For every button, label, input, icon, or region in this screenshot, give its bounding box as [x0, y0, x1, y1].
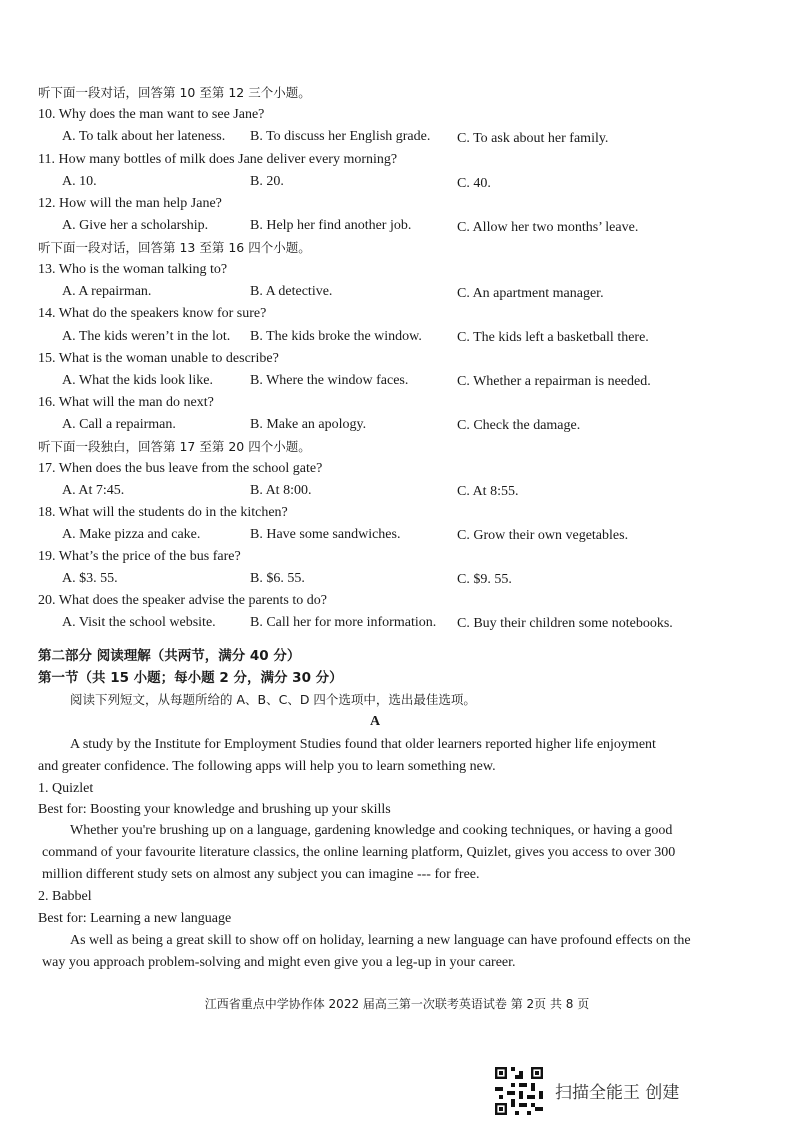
question-13: 13. Who is the woman talking to?: [38, 262, 228, 277]
app1-best-for: Best for: Boosting your knowledge and brushing up your skills: [38, 802, 391, 817]
question-15: 15. What is the woman unable to describe?: [38, 351, 279, 366]
part-title: 第二部分 阅读理解（共两节，满分 40 分）: [38, 648, 301, 664]
question-16: 16. What will the man do next?: [38, 395, 214, 410]
question-18: 18. What will the students do in the kitchen?: [38, 505, 288, 520]
app2-title: 2. Babbel: [38, 889, 92, 904]
qr-code-icon: [495, 1067, 543, 1115]
option-b: B. Help her find another job.: [250, 218, 412, 233]
intro-paragraph-line-2: and greater confidence. The following apps will help you to learn something new.: [38, 759, 496, 774]
option-a: A. At 7:45.: [62, 483, 125, 498]
option-a: A. Make pizza and cake.: [62, 527, 201, 542]
intro-paragraph-line-1: A study by the Institute for Employment Studies found that older learners reported higher life enjoyment: [70, 737, 656, 752]
option-c: C. An apartment manager.: [457, 286, 604, 301]
option-c: C. Check the damage.: [457, 418, 581, 433]
question-12: 12. How will the man help Jane?: [38, 196, 222, 211]
question-17: 17. When does the bus leave from the school gate?: [38, 461, 323, 476]
app1-body: [42, 820, 712, 886]
option-a: A. 10.: [62, 174, 97, 189]
option-a: A. $3. 55.: [62, 571, 118, 586]
option-c: C. At 8:55.: [457, 484, 519, 499]
option-a: A. Call a repairman.: [62, 417, 176, 432]
option-b: B. At 8:00.: [250, 483, 312, 498]
option-b: B. 20.: [250, 174, 284, 189]
scanner-watermark: 扫描全能王 创建: [555, 1083, 680, 1103]
option-b: B. Call her for more information.: [250, 615, 437, 630]
option-a: A. A repairman.: [62, 284, 152, 299]
option-c: C. Allow her two months’ leave.: [457, 220, 639, 235]
app1-body-text: Whether you're brushing up on a language, gardening knowledge and cooking techniques, or having a good command of your favourite literature classics, the online learning platform, Quizlet, gives you access to over 300 million different study sets on almost any subject you can imagine --- for free.: [42, 823, 676, 882]
option-c: C. Whether a repairman is needed.: [457, 374, 651, 389]
option-c: C. 40.: [457, 176, 491, 191]
monologue-intro: 听下面一段独白，回答第 17 至第 20 四个小题。: [38, 439, 311, 454]
option-c: C. Buy their children some notebooks.: [457, 616, 673, 631]
page-footer: 江西省重点中学协作体 2022 届高三第一次联考英语试卷 第 2页 共 8 页: [204, 997, 590, 1011]
option-b: B. Where the window faces.: [250, 373, 409, 388]
option-a: A. To talk about her lateness.: [62, 129, 226, 144]
app2-best-for: Best for: Learning a new language: [38, 911, 232, 926]
dialog-intro-2: 听下面一段对话，回答第 13 至第 16 四个小题。: [38, 240, 311, 255]
option-b: B. Make an apology.: [250, 417, 367, 432]
section-title: 第一节（共 15 小题；每小题 2 分，满分 30 分）: [38, 670, 343, 686]
passage-letter: A: [370, 714, 381, 729]
option-a: A. Visit the school website.: [62, 615, 216, 630]
app1-title: 1. Quizlet: [38, 781, 94, 796]
option-c: C. To ask about her family.: [457, 131, 609, 146]
instruction: 阅读下列短文，从每题所给的 A、B、C、D 四个选项中，选出最佳选项。: [70, 692, 476, 707]
question-20: 20. What does the speaker advise the parents to do?: [38, 593, 327, 608]
option-c: C. Grow their own vegetables.: [457, 528, 629, 543]
question-14: 14. What do the speakers know for sure?: [38, 306, 267, 321]
option-a: A. Give her a scholarship.: [62, 218, 209, 233]
option-b: B. Have some sandwiches.: [250, 527, 401, 542]
option-b: B. $6. 55.: [250, 571, 305, 586]
app2-body-text: As well as being a great skill to show off on holiday, learning a new language can have profound effects on the way you approach problem-solving and might even give you a leg-up in your career.: [42, 933, 691, 970]
question-19: 19. What’s the price of the bus fare?: [38, 549, 241, 564]
question-11: 11. How many bottles of milk does Jane deliver every morning?: [38, 152, 398, 167]
option-a: A. What the kids look like.: [62, 373, 213, 388]
option-a: A. The kids weren’t in the lot.: [62, 329, 231, 344]
option-c: C. $9. 55.: [457, 572, 512, 587]
option-b: B. A detective.: [250, 284, 333, 299]
app2-body: [42, 930, 712, 974]
option-b: B. To discuss her English grade.: [250, 129, 431, 144]
question-10: 10. Why does the man want to see Jane?: [38, 107, 265, 122]
option-c: C. The kids left a basketball there.: [457, 330, 649, 345]
dialog-intro-1: 听下面一段对话，回答第 10 至第 12 三个小题。: [38, 85, 311, 100]
option-b: B. The kids broke the window.: [250, 329, 422, 344]
